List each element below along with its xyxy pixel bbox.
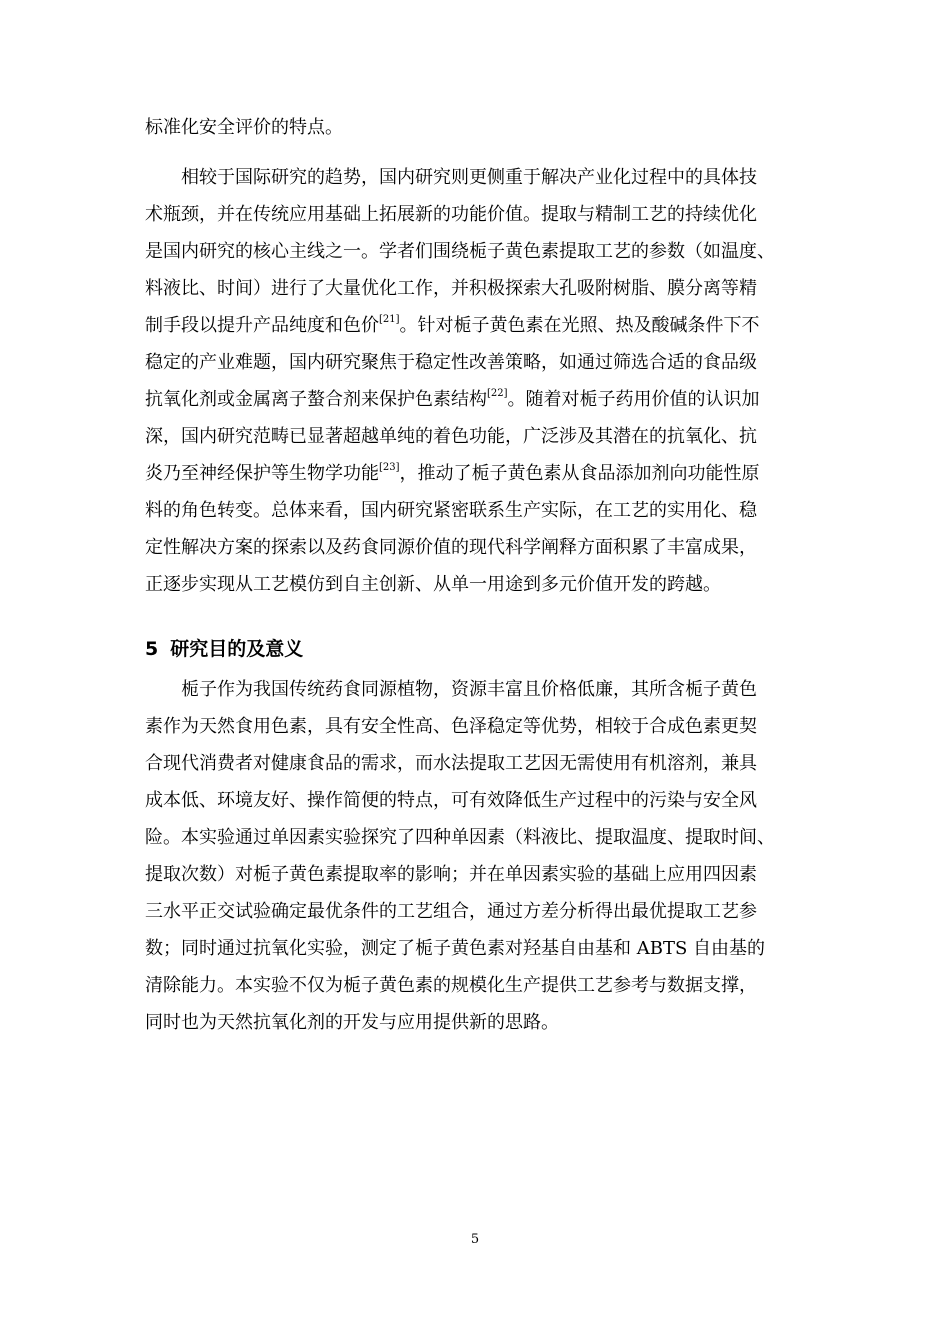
line-text: 。针对栀子黄色素在光照、热及酸碱条件下不 — [399, 315, 760, 336]
page-number: 5 — [470, 1232, 480, 1247]
paragraph-line: 同时也为天然抗氧化剂的开发与应用提供新的思路。 — [145, 1012, 559, 1033]
paragraph-line: 稳定的产业难题，国内研究聚焦于稳定性改善策略，如通过筛选合适的食品级 — [145, 352, 757, 373]
paragraph-line — [145, 314, 760, 338]
citation-ref: [22] — [487, 388, 508, 399]
paragraph-line: 栀子作为我国传统药食同源植物，资源丰富且价格低廉，其所含栀子黄色 — [181, 679, 757, 700]
line-text: 。随着对栀子药用价值的认识加 — [507, 389, 760, 410]
section-number: 5 — [145, 638, 159, 660]
paragraph-line: 术瓶颈，并在传统应用基础上拓展新的功能价值。提取与精制工艺的持续优化 — [145, 204, 757, 225]
paragraph-line: 清除能力。本实验不仅为栀子黄色素的规模化生产提供工艺参考与数据支撑， — [145, 975, 757, 996]
section-title: 研究目的及意义 — [170, 638, 304, 660]
paragraph-line: 险。本实验通过单因素实验探究了四种单因素（料液比、提取温度、提取时间、 — [145, 827, 775, 848]
line-text: 制手段以提升产品纯度和色价 — [145, 315, 379, 336]
paragraph-line: 合现代消费者对健康食品的需求，而水法提取工艺因无需使用有机溶剂，兼具 — [145, 753, 757, 774]
line-text: 炎乃至神经保护等生物学功能 — [145, 463, 379, 484]
paragraph-line — [145, 388, 760, 412]
paragraph-line: 数；同时通过抗氧化实验，测定了栀子黄色素对羟基自由基和 ABTS 自由基的 — [145, 938, 766, 959]
citation-ref: [23] — [379, 462, 400, 473]
paragraph-line: 成本低、环境友好、操作简便的特点，可有效降低生产过程中的污染与安全风 — [145, 790, 757, 811]
paragraph-line: 素作为天然食用色素，具有安全性高、色泽稳定等优势，相较于合成色素更契 — [145, 716, 757, 737]
paragraph-line: 提取次数）对栀子黄色素提取率的影响；并在单因素实验的基础上应用四因素 — [145, 864, 757, 885]
paragraph-line: 相较于国际研究的趋势，国内研究则更侧重于解决产业化过程中的具体技 — [181, 167, 757, 188]
paragraph-line — [145, 462, 760, 486]
paragraph-line: 深，国内研究范畴已显著超越单纯的着色功能，广泛涉及其潜在的抗氧化、抗 — [145, 426, 757, 447]
section-heading — [145, 636, 303, 662]
paragraph-line: 正逐步实现从工艺模仿到自主创新、从单一用途到多元价值开发的跨越。 — [145, 574, 721, 595]
paragraph-line: 定性解决方案的探索以及药食同源价值的现代科学阐释方面积累了丰富成果， — [145, 537, 757, 558]
line-text: 抗氧化剂或金属离子螯合剂来保护色素结构 — [145, 389, 487, 410]
line-text: ，推动了栀子黄色素从食品添加剂向功能性原 — [399, 463, 760, 484]
paragraph-line: 料的角色转变。总体来看，国内研究紧密联系生产实际，在工艺的实用化、稳 — [145, 500, 757, 521]
paragraph-line: 标准化安全评价的特点。 — [145, 117, 343, 138]
paragraph-line: 料液比、时间）进行了大量优化工作，并积极探索大孔吸附树脂、膜分离等精 — [145, 278, 757, 299]
paragraph-line: 三水平正交试验确定最优条件的工艺组合，通过方差分析得出最优提取工艺参 — [145, 901, 757, 922]
paragraph-line: 是国内研究的核心主线之一。学者们围绕栀子黄色素提取工艺的参数（如温度、 — [145, 241, 775, 262]
citation-ref: [21] — [379, 314, 400, 325]
